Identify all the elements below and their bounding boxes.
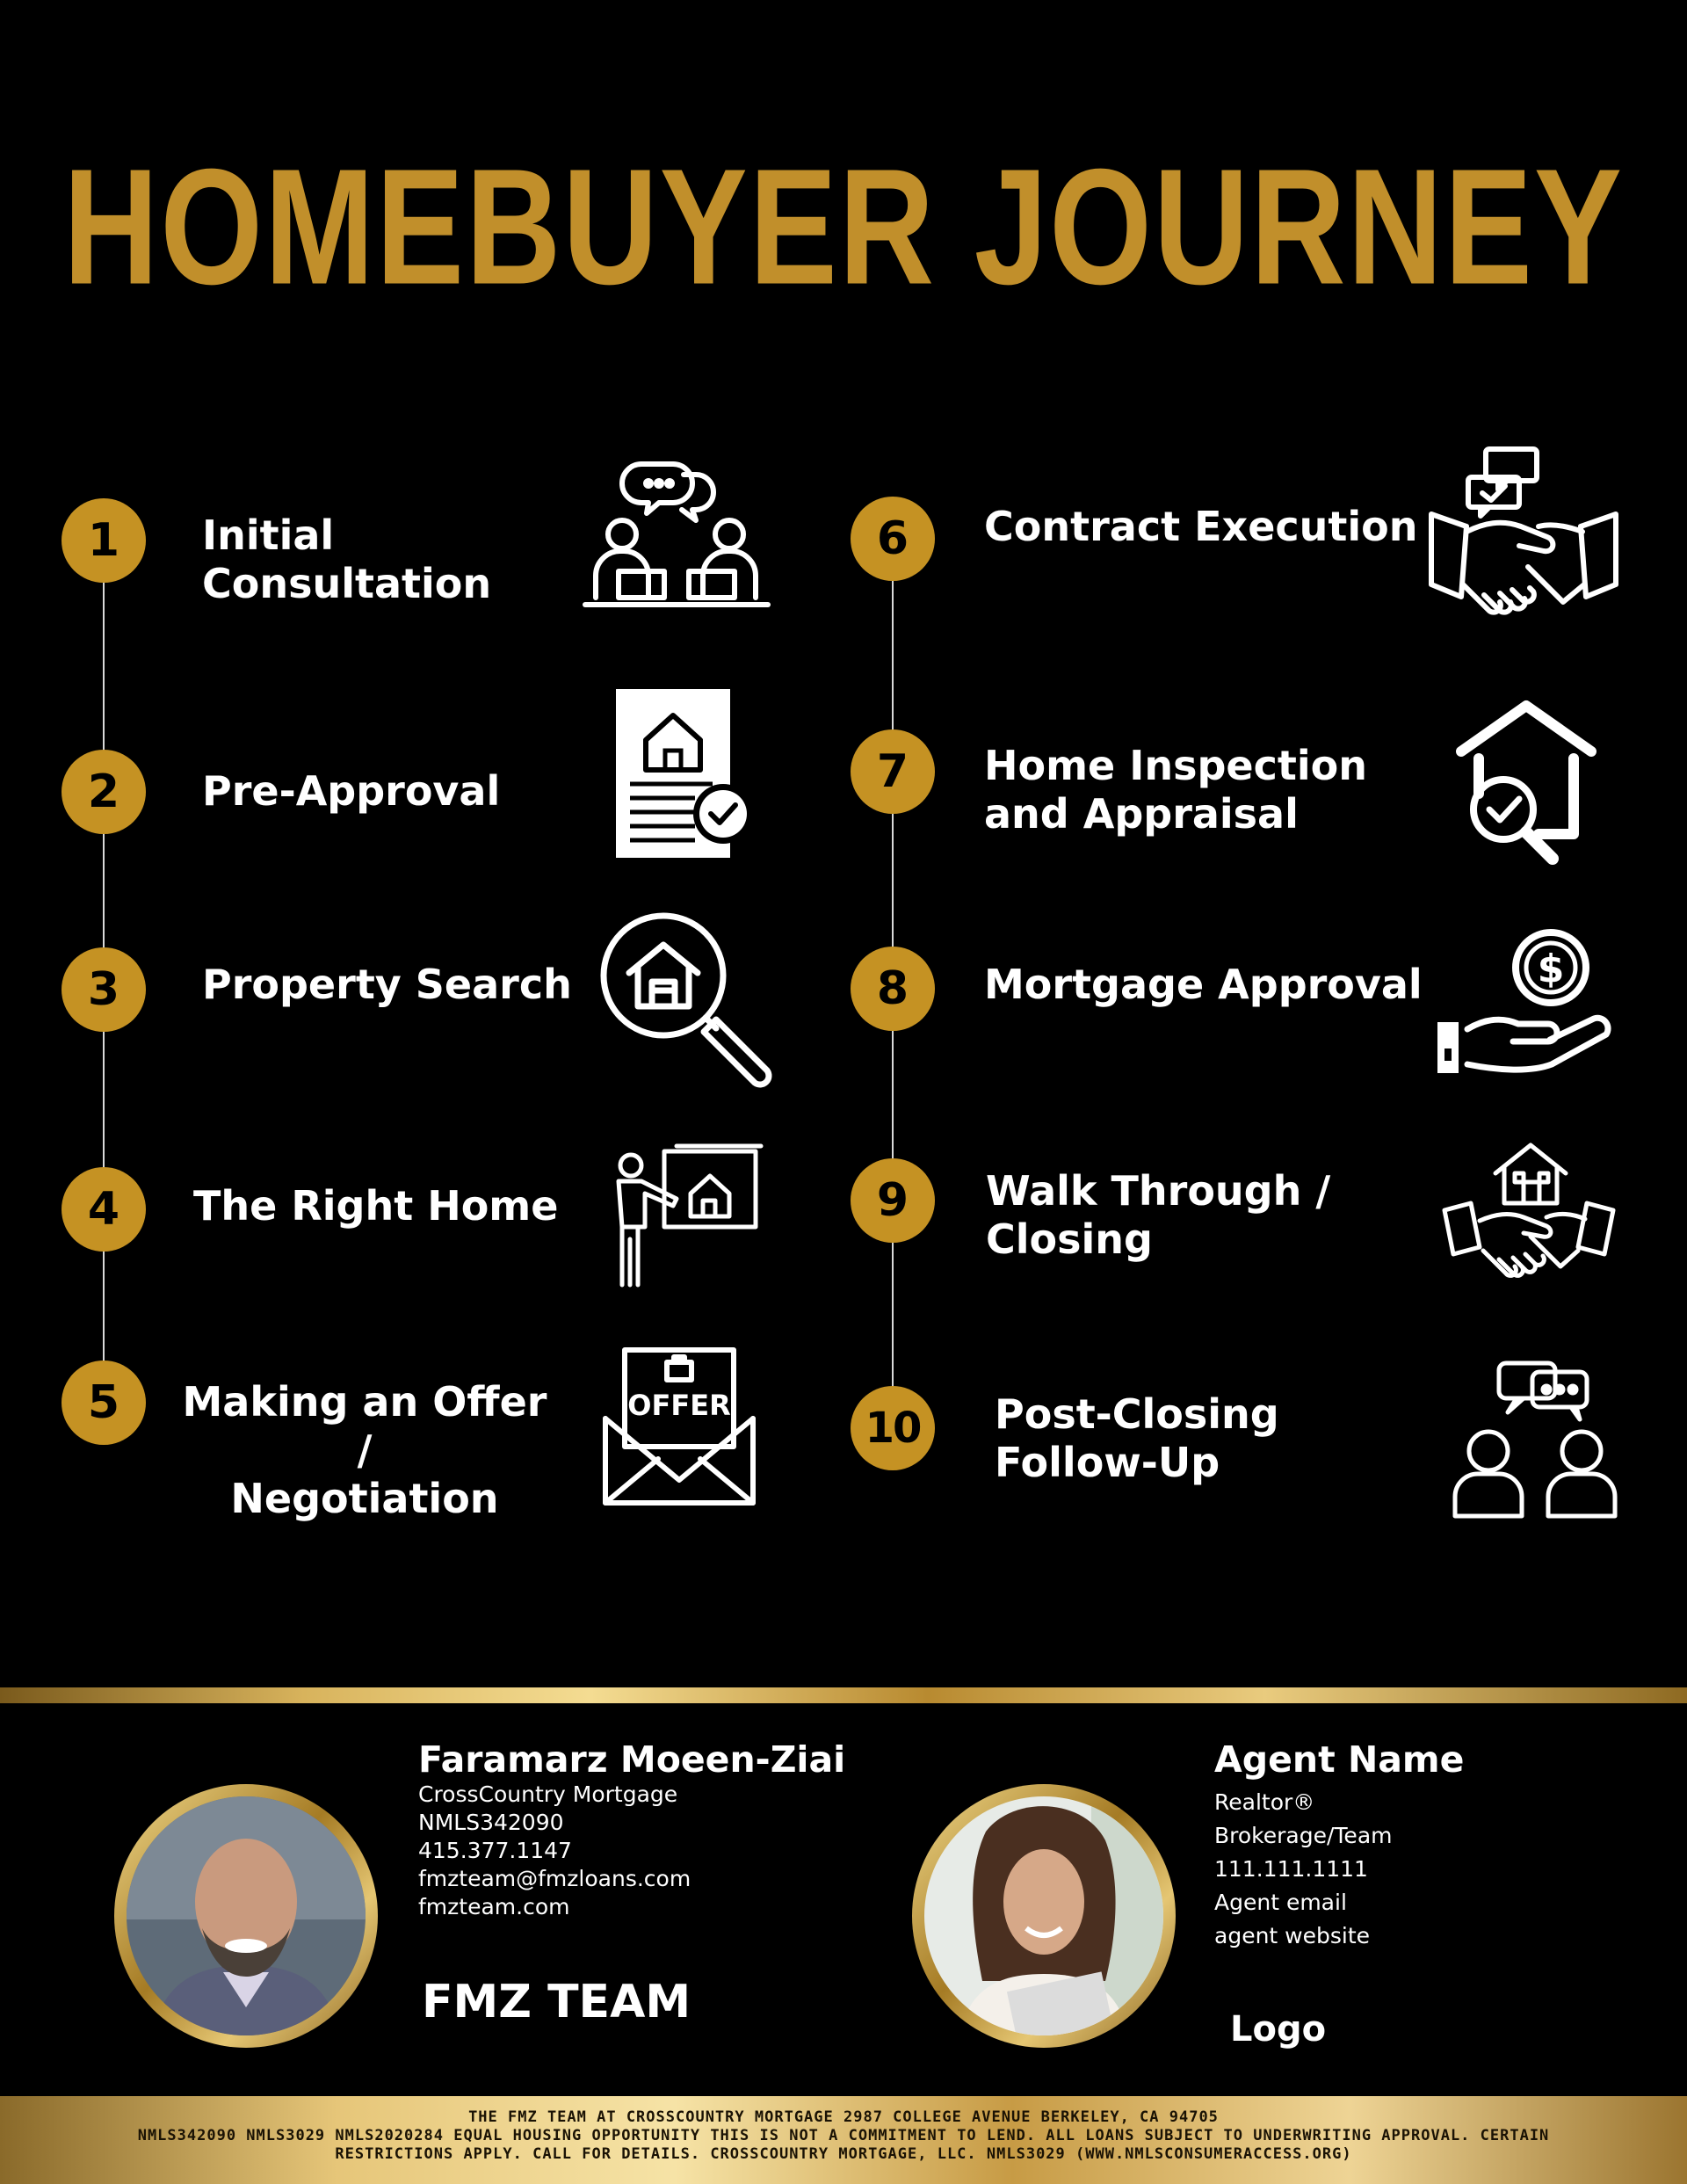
house-search-icon (597, 910, 782, 1094)
footer-line-1: THE FMZ TEAM AT CROSSCOUNTRY MORTGAGE 2987 COLLEGE AVENUE BERKELEY, CA 94705 (468, 2108, 1219, 2126)
step-number-8: 8 (851, 947, 935, 1031)
step-number-1: 1 (62, 498, 146, 583)
agent-title: Realtor® (1214, 1789, 1315, 1815)
step-label-1: Initial Consultation (202, 512, 492, 607)
loan-officer-email[interactable]: fmzteam@fmzloans.com (418, 1866, 691, 1891)
loan-officer-nmls: NMLS342090 (418, 1810, 564, 1835)
agent-website[interactable]: agent website (1214, 1923, 1371, 1948)
loan-officer-name: Faramarz Moeen-Ziai (418, 1738, 846, 1781)
agent-brokerage: Brokerage/Team (1214, 1823, 1393, 1848)
svg-text:OFFER: OFFER (627, 1389, 731, 1422)
footer-disclosure (0, 2096, 1687, 2184)
gold-divider (0, 1687, 1687, 1703)
agent-phone[interactable]: 111.111.1111 (1214, 1856, 1368, 1882)
presentation-icon (606, 1143, 764, 1292)
step-label-6: Contract Execution (984, 503, 1418, 550)
money-hand-icon (1432, 927, 1625, 1085)
house-handshake-icon (1441, 1138, 1617, 1314)
handshake-icon (1428, 444, 1621, 637)
loan-officer-company: CrossCountry Mortgage (418, 1781, 678, 1807)
people-chat-icon (1448, 1358, 1633, 1525)
step-label-7: Home Inspection and Appraisal (984, 742, 1367, 838)
loan-officer-photo (114, 1784, 378, 2048)
footer-line-2: NMLS342090 NMLS3029 NMLS2020284 EQUAL HOUSING OPPORTUNITY THIS IS NOT A COMMITMENT TO LEND. ALL LOANS SUBJECT TO UNDERWRITING APPROVAL. CERTAIN (137, 2127, 1550, 2144)
step-label-8: Mortgage Approval (984, 961, 1423, 1008)
team-logo: FMZ TEAM (422, 1976, 691, 2028)
step-label-10: Post-Closing Follow-Up (995, 1390, 1279, 1486)
document-check-icon (611, 686, 760, 861)
step-label-5: Making an Offer / Negotiation (182, 1378, 547, 1522)
agent-email[interactable]: Agent email (1214, 1890, 1347, 1915)
step-number-9: 9 (851, 1158, 935, 1243)
step-label-3: Property Search (202, 961, 572, 1008)
step-number-4: 4 (62, 1167, 146, 1252)
offer-envelope-icon (600, 1345, 758, 1512)
consultation-icon (580, 448, 773, 615)
page-title: HOMEBUYER JOURNEY (63, 134, 1624, 319)
step-number-6: 6 (851, 497, 935, 581)
agent-name: Agent Name (1214, 1738, 1465, 1781)
step-label-2: Pre-Approval (202, 767, 501, 815)
loan-officer-website[interactable]: fmzteam.com (418, 1894, 570, 1919)
step-number-7: 7 (851, 729, 935, 814)
step-label-9: Walk Through / Closing (986, 1167, 1331, 1263)
footer-line-3: RESTRICTIONS APPLY. CALL FOR DETAILS. CROSSCOUNTRY MORTGAGE, LLC. NMLS3029 (WWW.NMLSCONSUMERACCESS.ORG) (335, 2145, 1352, 2163)
step-label-4: The Right Home (193, 1182, 559, 1230)
svg-text:$: $ (1537, 947, 1565, 991)
step-number-5: 5 (62, 1360, 146, 1445)
step-number-10: 10 (851, 1386, 935, 1470)
step-number-3: 3 (62, 947, 146, 1032)
home-inspection-icon (1454, 699, 1604, 874)
agent-logo: Logo (1230, 2009, 1327, 2050)
agent-photo (912, 1784, 1176, 2048)
step-number-2: 2 (62, 750, 146, 834)
loan-officer-phone[interactable]: 415.377.1147 (418, 1838, 572, 1863)
